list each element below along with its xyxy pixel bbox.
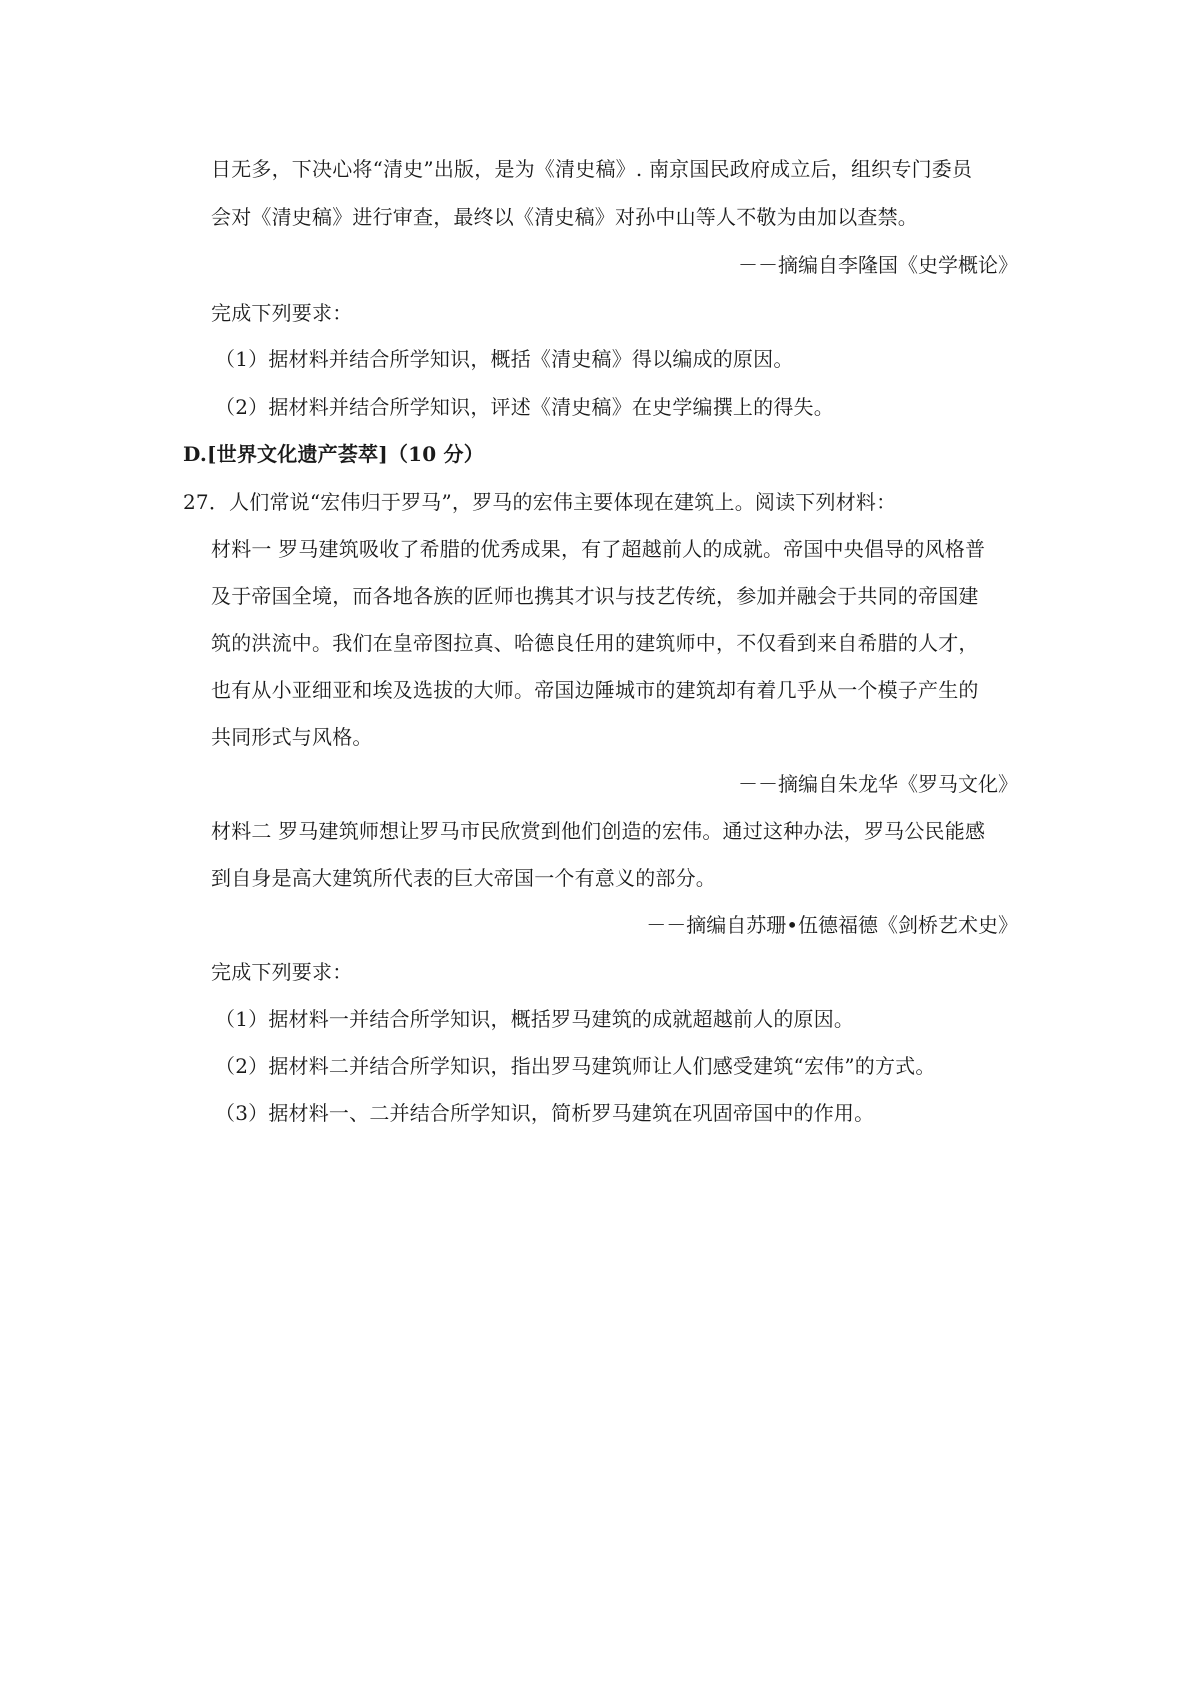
source-citation: －－摘编自苏珊•伍德福德《剑桥艺术史》 <box>646 913 1018 937</box>
material-line: 材料二 罗马建筑师想让罗马市民欣赏到他们创造的宏伟。通过这种办法，罗马公民能感 <box>211 819 986 843</box>
material-line: 筑的洪流中。我们在皇帝图拉真、哈德良任用的建筑师中，不仅看到来自希腊的人才， <box>211 631 979 655</box>
requirements-label: 完成下列要求： <box>211 960 353 984</box>
material-line: 材料一 罗马建筑吸收了希腊的优秀成果，有了超越前人的成就。帝国中央倡导的风格普 <box>211 537 986 561</box>
material-line: 到自身是高大建筑所代表的巨大帝国一个有意义的部分。 <box>211 866 716 890</box>
requirements-label: 完成下列要求： <box>211 301 353 325</box>
paragraph-line: 会对《清史稿》进行审查，最终以《清史稿》对孙中山等人不敬为由加以查禁。 <box>211 205 918 229</box>
question-item: （1）据材料一并结合所学知识，概括罗马建筑的成就超越前人的原因。 <box>215 1007 855 1031</box>
question-item: （3）据材料一、二并结合所学知识，简析罗马建筑在巩固帝国中的作用。 <box>215 1101 875 1125</box>
question-item: （1）据材料并结合所学知识，概括《清史稿》得以编成的原因。 <box>215 347 794 371</box>
question-item: （2）据材料二并结合所学知识，指出罗马建筑师让人们感受建筑“宏伟”的方式。 <box>215 1054 936 1078</box>
section-heading: D.[世界文化遗产荟萃]（10 分） <box>183 442 484 466</box>
paragraph-line: 日无多，下决心将“清史”出版，是为《清史稿》. 南京国民政府成立后，组织专门委员 <box>211 157 973 181</box>
source-citation: －－摘编自朱龙华《罗马文化》 <box>738 772 1018 796</box>
question-item: （2）据材料并结合所学知识，评述《清史稿》在史学编撰上的得失。 <box>215 395 834 419</box>
source-citation: －－摘编自李隆国《史学概论》 <box>738 253 1018 277</box>
question-stem: 27．人们常说“宏伟归于罗马”，罗马的宏伟主要体现在建筑上。阅读下列材料： <box>183 490 897 514</box>
material-line: 及于帝国全境，而各地各族的匠师也携其才识与技艺传统，参加并融会于共同的帝国建 <box>211 584 979 608</box>
material-line: 共同形式与风格。 <box>211 725 373 749</box>
material-line: 也有从小亚细亚和埃及选拔的大师。帝国边陲城市的建筑却有着几乎从一个模子产生的 <box>211 678 979 702</box>
